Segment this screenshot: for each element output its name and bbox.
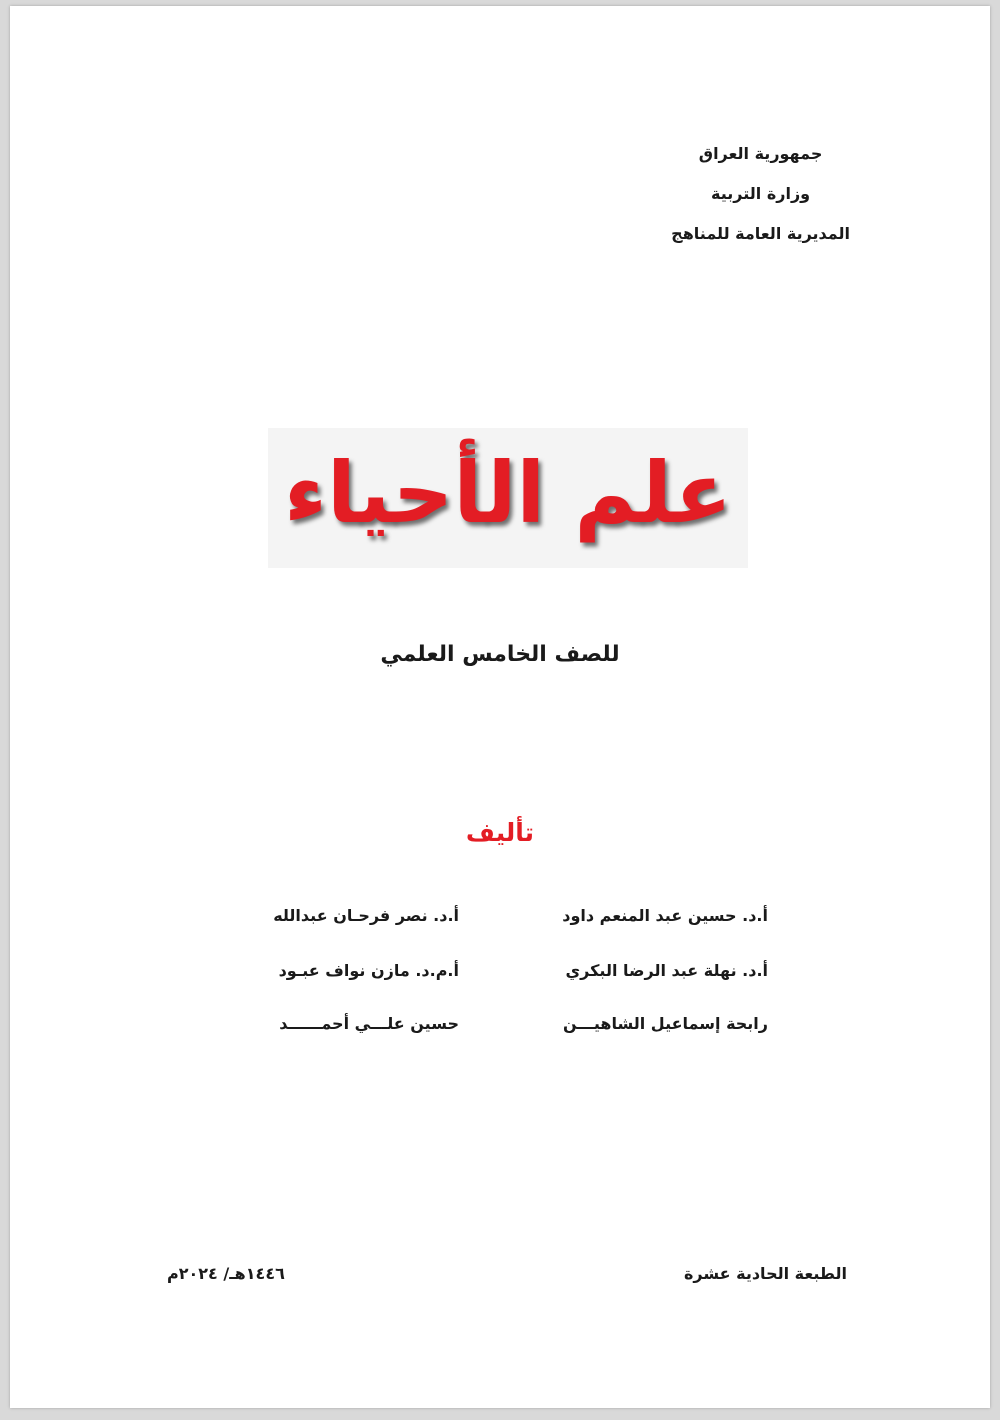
publication-year: ١٤٤٦هـ/ ٢٠٢٤م	[167, 1264, 285, 1283]
country-line: جمهورية العراق	[698, 144, 823, 163]
author-6: حسين علـــي أحمــــــد	[279, 1014, 459, 1033]
author-5: رابحة إسماعيل الشاهيـــن	[563, 1014, 768, 1033]
book-subtitle: للصف الخامس العلمي	[380, 642, 620, 667]
ministry-line: وزارة التربية	[711, 184, 811, 203]
document-page	[10, 6, 990, 1408]
author-2: أ.د. نصر فرحـان عبدالله	[273, 906, 459, 925]
directorate-line: المديرية العامة للمناهج	[671, 224, 850, 243]
ministry-header	[671, 134, 850, 254]
author-3: أ.د. نهلة عبد الرضا البكري	[565, 961, 768, 980]
author-4: أ.م.د. مازن نواف عبـود	[278, 961, 459, 980]
author-1: أ.د. حسين عبد المنعم داود	[562, 906, 768, 925]
book-title: علم الأحياء	[284, 444, 732, 542]
edition-label: الطبعة الحادية عشرة	[683, 1264, 847, 1283]
title-banner	[268, 428, 748, 568]
authorship-label: تأليف	[465, 818, 535, 847]
